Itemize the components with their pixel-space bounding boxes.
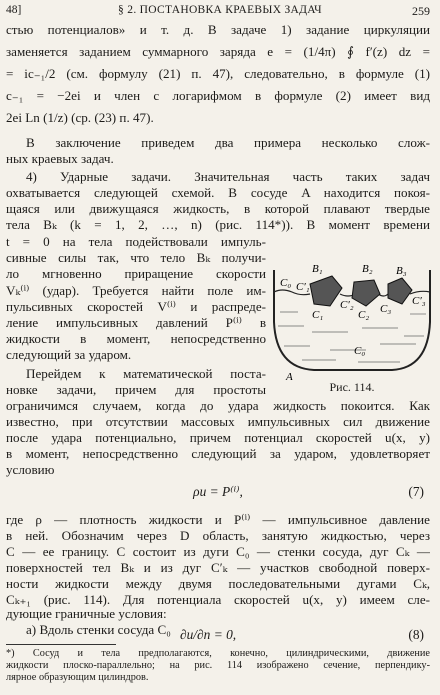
text-line: заменяется заданием суммарного заряда e = (1/4π) ∮ f′(z) dz =: [6, 44, 430, 59]
text-line: в ней. Обозначим через D область, занятую жидкостью, через: [6, 528, 430, 543]
label-c0: C₀: [280, 277, 292, 289]
label-c3p: C′₃: [412, 295, 426, 307]
text-line: ности жидкости между двумя последовательными дугами Cₖ,: [6, 576, 430, 591]
body-b3: [388, 278, 412, 304]
equation-8: [180, 626, 430, 644]
footnote-rule: [6, 644, 116, 645]
text-line: в момент, непосредственно следующий за ударом, удовлетворяет: [6, 446, 430, 461]
text-line: щаяся или движущаяся жидкость, в которой плавают твердые: [6, 201, 430, 216]
text-line: ление импульсивных давлений P⁽ⁱ⁾ в: [6, 315, 266, 330]
text-line: жидкости в момент, непосредственно: [6, 331, 266, 346]
text-line: известно, при отсутствии массовых импульсивных сил движение: [6, 414, 430, 429]
label-c0-bottom: C₀: [354, 345, 366, 357]
text-line: сивные силы так, что тело Bₖ получи-: [6, 250, 266, 265]
footnote-line: *) Сосуд и тела предполагаются, конечно, цилиндрическими, движение: [6, 648, 430, 659]
text-line: 2ei Ln (1/z) (ср. (23) п. 47).: [6, 110, 154, 125]
text-line: c₋₁ = −2ei и член с логарифмом в формуле (2) имеет вид: [6, 88, 430, 103]
equation-number: (8): [408, 627, 424, 642]
text-line: дующие граничные условия:: [6, 606, 167, 621]
liquid-hatching: [278, 312, 426, 362]
section-marker: 48]: [6, 4, 22, 16]
text-line: пульсивных скоростей V⁽ⁱ⁾ и распреде-: [6, 299, 266, 314]
text-line: t = 0 на тела подействовали импуль-: [6, 234, 266, 249]
label-a: A: [286, 371, 293, 382]
page-number: 259: [412, 4, 430, 18]
figure-114: [270, 242, 434, 382]
figure-caption: Рис. 114.: [329, 380, 375, 394]
text-line: ло мгновенно приращение скорости: [6, 266, 266, 281]
label-c2: C₂: [358, 309, 370, 321]
text-line: Cₖ₊₁ (рис. 114). Для потенциала скоростей u(x, y) имеем сле-: [6, 592, 430, 607]
text-line: после удара потенциально, причем потенциал скоростей u(x, y): [6, 430, 430, 445]
body-b2: [352, 280, 380, 306]
equation-body: ∂u/∂n = 0,: [180, 627, 237, 642]
label-b1: B₁: [312, 263, 323, 275]
text-line: = ic₋₁/2 (см. формулу (21) п. 47), следовательно, в формуле (1): [6, 66, 430, 81]
label-c1p: C′₁: [296, 281, 310, 293]
text-line: тела Bₖ (k = 1, 2, …, n) (рис. 114*)). В момент времени: [6, 217, 430, 232]
vessel-diagram: [270, 242, 434, 382]
text-line: следующий за ударом.: [6, 347, 132, 362]
list-item-a: а) Вдоль стенки сосуда C₀: [26, 622, 171, 637]
free-surface: [410, 291, 430, 294]
text-line: охватывается следующей схемой. В сосуде A находится покоя-: [6, 185, 430, 200]
label-b2: B₂: [362, 263, 373, 275]
equation-body: ρu = P⁽ⁱ⁾,: [193, 484, 243, 499]
footnote-line: жидкости плоско-параллельно; на рис. 114 изображено сечение, перпендику-: [6, 660, 430, 671]
label-b3: B₃: [396, 265, 407, 277]
text-line: C — ее границу. C состоит из дуги C₀ — стенки сосуда, дуг Cₖ —: [6, 544, 430, 559]
label-c1: C₁: [312, 309, 324, 321]
text-line: поверхностей тел Bₖ и из дуг C′ₖ — участков свободной поверх-: [6, 560, 430, 575]
text-line: ограничимся случаем, когда до удара жидкость покоится. Как: [6, 398, 430, 413]
text-line: В заключение приведем два примера несколько слож-: [26, 135, 430, 150]
label-c2p: C′₂: [340, 299, 354, 311]
text-line: где ρ — плотность жидкости и P⁽ⁱ⁾ — импульсивное давление: [6, 512, 430, 527]
equation-number: (7): [408, 484, 424, 499]
running-title: § 2. ПОСТАНОВКА КРАЕВЫХ ЗАДАЧ: [118, 4, 322, 16]
text-line: 4) Ударные задачи. Значительная часть таких задач: [26, 169, 430, 184]
text-line: новке задачи, причем для простоты: [6, 382, 266, 397]
footnote-line: лярное образующим цилиндров.: [6, 672, 149, 683]
body-b1: [310, 276, 342, 306]
text-line: Перейдем к математической поста-: [26, 366, 266, 381]
text-line: стью потенциалов» и т. д. В задаче 1) задание циркуляции: [6, 22, 430, 37]
equation-7: [6, 483, 430, 501]
label-c3: C₃: [380, 303, 392, 315]
text-line: Vₖ⁽ⁱ⁾ (удар). Требуется найти поле им-: [6, 283, 266, 298]
text-line: ных краевых задач.: [6, 151, 114, 166]
text-line: условию: [6, 462, 55, 477]
